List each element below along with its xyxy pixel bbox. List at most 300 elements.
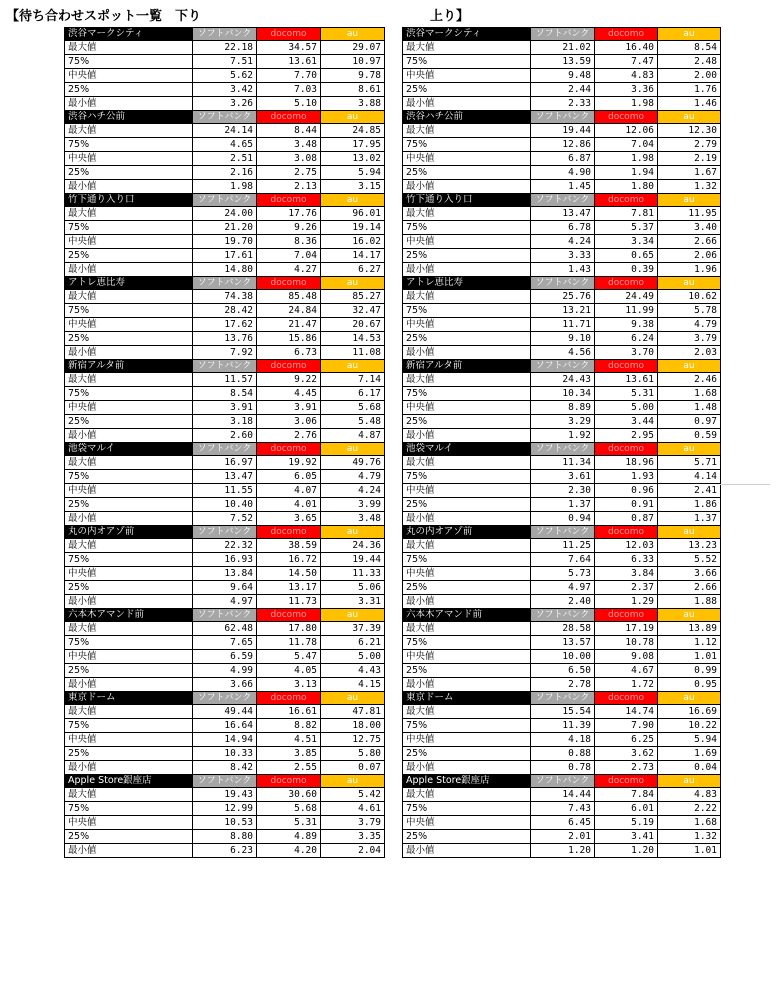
up-table xyxy=(402,27,721,858)
value-cell: 2.78 xyxy=(531,678,595,692)
table-row xyxy=(403,622,721,636)
value-cell: 2.41 xyxy=(658,484,721,498)
value-cell: 11.95 xyxy=(658,207,721,221)
table-row xyxy=(403,124,721,138)
value-cell: 4.99 xyxy=(193,664,257,678)
table-row xyxy=(403,553,721,567)
value-cell: 0.91 xyxy=(595,498,658,512)
table-row xyxy=(65,595,385,609)
row-label: 中央値 xyxy=(403,567,531,581)
value-cell: 2.51 xyxy=(193,152,257,166)
value-cell: 5.48 xyxy=(321,415,385,429)
value-cell: 7.04 xyxy=(595,138,658,152)
value-cell: 4.24 xyxy=(321,484,385,498)
value-cell: 4.20 xyxy=(257,844,321,858)
table-row xyxy=(65,484,385,498)
value-cell: 16.72 xyxy=(257,553,321,567)
value-cell: 8.80 xyxy=(193,830,257,844)
value-cell: 19.43 xyxy=(193,788,257,802)
carrier-header-au: au xyxy=(658,443,721,456)
row-label: 中央値 xyxy=(65,650,193,664)
spot-name: 丸の内オアゾ前 xyxy=(65,526,193,539)
value-cell: 4.45 xyxy=(257,387,321,401)
row-label: 中央値 xyxy=(65,69,193,83)
page-title: 【待ち合わせスポット一覧 下り xyxy=(6,9,202,24)
value-cell: 13.17 xyxy=(257,581,321,595)
value-cell: 12.30 xyxy=(658,124,721,138)
row-label: 最大値 xyxy=(403,539,531,553)
value-cell: 34.57 xyxy=(257,41,321,55)
row-label: 25% xyxy=(65,830,193,844)
value-cell: 7.14 xyxy=(321,373,385,387)
value-cell: 2.33 xyxy=(531,97,595,111)
row-label: 最小値 xyxy=(65,346,193,360)
value-cell: 6.23 xyxy=(193,844,257,858)
table-row xyxy=(403,263,721,277)
value-cell: 4.90 xyxy=(531,166,595,180)
value-cell: 3.18 xyxy=(193,415,257,429)
value-cell: 10.34 xyxy=(531,387,595,401)
value-cell: 47.81 xyxy=(321,705,385,719)
spot-name: 池袋マルイ xyxy=(403,443,531,456)
value-cell: 1.32 xyxy=(658,180,721,194)
table-row xyxy=(403,304,721,318)
carrier-header-au: au xyxy=(321,194,385,207)
value-cell: 5.31 xyxy=(595,387,658,401)
value-cell: 0.78 xyxy=(531,761,595,775)
carrier-header-dc: docomo xyxy=(257,194,321,207)
value-cell: 1.69 xyxy=(658,747,721,761)
value-cell: 24.43 xyxy=(531,373,595,387)
value-cell: 8.54 xyxy=(193,387,257,401)
value-cell: 4.15 xyxy=(321,678,385,692)
spot-name: 池袋マルイ xyxy=(65,443,193,456)
value-cell: 24.00 xyxy=(193,207,257,221)
row-label: 最小値 xyxy=(403,97,531,111)
value-cell: 1.86 xyxy=(658,498,721,512)
value-cell: 2.95 xyxy=(595,429,658,443)
row-label: 中央値 xyxy=(65,733,193,747)
value-cell: 7.70 xyxy=(257,69,321,83)
carrier-header-au: au xyxy=(658,526,721,539)
value-cell: 10.53 xyxy=(193,816,257,830)
carrier-header-sb: ソフトバンク xyxy=(531,775,595,788)
row-label: 最大値 xyxy=(65,290,193,304)
carrier-header-dc: docomo xyxy=(257,526,321,539)
carrier-header-au: au xyxy=(321,692,385,705)
carrier-header-dc: docomo xyxy=(595,111,658,124)
value-cell: 4.05 xyxy=(257,664,321,678)
spot-header-row xyxy=(65,609,385,622)
value-cell: 1.76 xyxy=(658,83,721,97)
spot-name: 竹下通り入り口 xyxy=(65,194,193,207)
row-label: 25% xyxy=(65,747,193,761)
carrier-header-au: au xyxy=(658,277,721,290)
value-cell: 5.31 xyxy=(257,816,321,830)
value-cell: 11.73 xyxy=(257,595,321,609)
table-row xyxy=(65,581,385,595)
value-cell: 3.61 xyxy=(531,470,595,484)
value-cell: 4.67 xyxy=(595,664,658,678)
value-cell: 5.00 xyxy=(595,401,658,415)
value-cell: 19.70 xyxy=(193,235,257,249)
carrier-header-dc: docomo xyxy=(257,28,321,41)
table-row xyxy=(65,124,385,138)
table-row xyxy=(403,415,721,429)
table-row xyxy=(65,553,385,567)
value-cell: 9.10 xyxy=(531,332,595,346)
spot-name: 東京ドーム xyxy=(403,692,531,705)
table-row xyxy=(403,346,721,360)
value-cell: 3.29 xyxy=(531,415,595,429)
table-row xyxy=(403,41,721,55)
value-cell: 4.89 xyxy=(257,830,321,844)
row-label: 最小値 xyxy=(403,429,531,443)
table-row xyxy=(65,332,385,346)
value-cell: 7.51 xyxy=(193,55,257,69)
row-label: 75% xyxy=(403,55,531,69)
table-row xyxy=(65,263,385,277)
carrier-header-sb: ソフトバンク xyxy=(193,526,257,539)
value-cell: 10.33 xyxy=(193,747,257,761)
table-row xyxy=(65,387,385,401)
value-cell: 2.03 xyxy=(658,346,721,360)
value-cell: 9.78 xyxy=(321,69,385,83)
row-label: 中央値 xyxy=(403,235,531,249)
value-cell: 7.64 xyxy=(531,553,595,567)
value-cell: 7.03 xyxy=(257,83,321,97)
value-cell: 3.15 xyxy=(321,180,385,194)
value-cell: 13.57 xyxy=(531,636,595,650)
value-cell: 24.14 xyxy=(193,124,257,138)
value-cell: 22.32 xyxy=(193,539,257,553)
stray-line xyxy=(720,484,770,485)
value-cell: 1.68 xyxy=(658,387,721,401)
carrier-header-sb: ソフトバンク xyxy=(193,277,257,290)
value-cell: 4.65 xyxy=(193,138,257,152)
value-cell: 16.40 xyxy=(595,41,658,55)
row-label: 最大値 xyxy=(403,207,531,221)
table-row xyxy=(65,221,385,235)
row-label: 最小値 xyxy=(65,263,193,277)
row-label: 最大値 xyxy=(403,622,531,636)
table-row xyxy=(65,733,385,747)
table-row xyxy=(65,470,385,484)
table-row xyxy=(65,747,385,761)
carrier-header-sb: ソフトバンク xyxy=(193,443,257,456)
value-cell: 11.99 xyxy=(595,304,658,318)
table-row xyxy=(403,650,721,664)
value-cell: 18.96 xyxy=(595,456,658,470)
row-label: 最大値 xyxy=(65,622,193,636)
row-label: 最小値 xyxy=(65,844,193,858)
table-row xyxy=(65,456,385,470)
value-cell: 7.52 xyxy=(193,512,257,526)
value-cell: 2.19 xyxy=(658,152,721,166)
row-label: 最小値 xyxy=(65,678,193,692)
value-cell: 9.64 xyxy=(193,581,257,595)
value-cell: 10.62 xyxy=(658,290,721,304)
carrier-header-dc: docomo xyxy=(595,692,658,705)
table-row xyxy=(403,180,721,194)
table-row xyxy=(65,539,385,553)
value-cell: 49.44 xyxy=(193,705,257,719)
value-cell: 5.68 xyxy=(257,802,321,816)
row-label: 中央値 xyxy=(403,69,531,83)
table-row xyxy=(65,802,385,816)
table-row xyxy=(65,55,385,69)
carrier-header-dc: docomo xyxy=(595,28,658,41)
value-cell: 16.97 xyxy=(193,456,257,470)
value-cell: 8.42 xyxy=(193,761,257,775)
table-row xyxy=(65,138,385,152)
row-label: 最小値 xyxy=(403,346,531,360)
value-cell: 3.91 xyxy=(257,401,321,415)
value-cell: 3.88 xyxy=(321,97,385,111)
spot-name: 六本木アマンド前 xyxy=(403,609,531,622)
value-cell: 4.83 xyxy=(595,69,658,83)
value-cell: 13.23 xyxy=(658,539,721,553)
value-cell: 1.98 xyxy=(193,180,257,194)
value-cell: 4.27 xyxy=(257,263,321,277)
value-cell: 3.33 xyxy=(531,249,595,263)
spot-header-row xyxy=(65,194,385,207)
value-cell: 2.75 xyxy=(257,166,321,180)
value-cell: 1.80 xyxy=(595,180,658,194)
value-cell: 5.42 xyxy=(321,788,385,802)
row-label: 最小値 xyxy=(403,180,531,194)
value-cell: 3.41 xyxy=(595,830,658,844)
value-cell: 7.43 xyxy=(531,802,595,816)
table-row xyxy=(403,152,721,166)
table-row xyxy=(65,844,385,858)
value-cell: 30.60 xyxy=(257,788,321,802)
row-label: 中央値 xyxy=(403,733,531,747)
carrier-header-dc: docomo xyxy=(257,277,321,290)
carrier-header-dc: docomo xyxy=(595,194,658,207)
row-label: 75% xyxy=(65,719,193,733)
value-cell: 5.73 xyxy=(531,567,595,581)
value-cell: 0.04 xyxy=(658,761,721,775)
table-row xyxy=(65,622,385,636)
value-cell: 6.50 xyxy=(531,664,595,678)
value-cell: 4.61 xyxy=(321,802,385,816)
row-label: 75% xyxy=(65,387,193,401)
table-row xyxy=(403,539,721,553)
carrier-header-sb: ソフトバンク xyxy=(531,360,595,373)
value-cell: 5.71 xyxy=(658,456,721,470)
carrier-header-au: au xyxy=(321,277,385,290)
value-cell: 0.07 xyxy=(321,761,385,775)
table-row xyxy=(403,373,721,387)
carrier-header-sb: ソフトバンク xyxy=(193,775,257,788)
value-cell: 5.47 xyxy=(257,650,321,664)
carrier-header-dc: docomo xyxy=(257,111,321,124)
table-row xyxy=(65,166,385,180)
value-cell: 2.46 xyxy=(658,373,721,387)
table-row xyxy=(403,456,721,470)
value-cell: 25.76 xyxy=(531,290,595,304)
row-label: 75% xyxy=(403,387,531,401)
value-cell: 49.76 xyxy=(321,456,385,470)
carrier-header-au: au xyxy=(658,692,721,705)
value-cell: 11.57 xyxy=(193,373,257,387)
spot-name: 渋谷ハチ公前 xyxy=(403,111,531,124)
value-cell: 1.93 xyxy=(595,470,658,484)
value-cell: 17.19 xyxy=(595,622,658,636)
row-label: 中央値 xyxy=(65,401,193,415)
table-row xyxy=(403,761,721,775)
row-label: 中央値 xyxy=(65,235,193,249)
table-row xyxy=(65,415,385,429)
value-cell: 1.43 xyxy=(531,263,595,277)
value-cell: 0.39 xyxy=(595,263,658,277)
value-cell: 2.16 xyxy=(193,166,257,180)
value-cell: 12.03 xyxy=(595,539,658,553)
row-label: 25% xyxy=(403,415,531,429)
value-cell: 1.72 xyxy=(595,678,658,692)
value-cell: 4.83 xyxy=(658,788,721,802)
row-label: 25% xyxy=(403,83,531,97)
spot-name: 丸の内オアゾ前 xyxy=(403,526,531,539)
value-cell: 16.64 xyxy=(193,719,257,733)
spot-name: 渋谷ハチ公前 xyxy=(65,111,193,124)
value-cell: 3.84 xyxy=(595,567,658,581)
table-row xyxy=(403,816,721,830)
up-section-title: 上り】 xyxy=(430,9,470,24)
table-row xyxy=(65,373,385,387)
value-cell: 5.80 xyxy=(321,747,385,761)
value-cell: 7.04 xyxy=(257,249,321,263)
row-label: 中央値 xyxy=(403,650,531,664)
row-label: 25% xyxy=(403,498,531,512)
carrier-header-sb: ソフトバンク xyxy=(531,443,595,456)
value-cell: 2.30 xyxy=(531,484,595,498)
value-cell: 17.76 xyxy=(257,207,321,221)
spot-name: 新宿アルタ前 xyxy=(403,360,531,373)
table-row xyxy=(65,567,385,581)
row-label: 最小値 xyxy=(65,429,193,443)
value-cell: 13.89 xyxy=(658,622,721,636)
carrier-header-au: au xyxy=(658,111,721,124)
value-cell: 3.06 xyxy=(257,415,321,429)
value-cell: 16.61 xyxy=(257,705,321,719)
carrier-header-au: au xyxy=(321,609,385,622)
value-cell: 11.71 xyxy=(531,318,595,332)
row-label: 25% xyxy=(65,498,193,512)
carrier-header-sb: ソフトバンク xyxy=(193,194,257,207)
table-row xyxy=(403,97,721,111)
row-label: 最大値 xyxy=(403,124,531,138)
row-label: 最小値 xyxy=(403,263,531,277)
value-cell: 5.52 xyxy=(658,553,721,567)
value-cell: 7.84 xyxy=(595,788,658,802)
value-cell: 1.88 xyxy=(658,595,721,609)
row-label: 25% xyxy=(65,332,193,346)
row-label: 最大値 xyxy=(403,788,531,802)
row-label: 中央値 xyxy=(65,318,193,332)
value-cell: 6.59 xyxy=(193,650,257,664)
value-cell: 2.04 xyxy=(321,844,385,858)
value-cell: 11.08 xyxy=(321,346,385,360)
value-cell: 3.26 xyxy=(193,97,257,111)
value-cell: 2.13 xyxy=(257,180,321,194)
value-cell: 0.59 xyxy=(658,429,721,443)
value-cell: 4.01 xyxy=(257,498,321,512)
value-cell: 6.24 xyxy=(595,332,658,346)
row-label: 75% xyxy=(403,636,531,650)
value-cell: 6.78 xyxy=(531,221,595,235)
table-row xyxy=(403,387,721,401)
value-cell: 15.86 xyxy=(257,332,321,346)
carrier-header-sb: ソフトバンク xyxy=(193,692,257,705)
value-cell: 10.97 xyxy=(321,55,385,69)
row-label: 最大値 xyxy=(65,207,193,221)
carrier-header-sb: ソフトバンク xyxy=(193,111,257,124)
value-cell: 3.66 xyxy=(193,678,257,692)
value-cell: 5.19 xyxy=(595,816,658,830)
table-row xyxy=(403,166,721,180)
carrier-header-sb: ソフトバンク xyxy=(531,526,595,539)
value-cell: 17.61 xyxy=(193,249,257,263)
value-cell: 14.17 xyxy=(321,249,385,263)
value-cell: 2.66 xyxy=(658,581,721,595)
table-row xyxy=(65,664,385,678)
row-label: 中央値 xyxy=(403,318,531,332)
value-cell: 11.78 xyxy=(257,636,321,650)
value-cell: 4.14 xyxy=(658,470,721,484)
value-cell: 14.80 xyxy=(193,263,257,277)
value-cell: 4.56 xyxy=(531,346,595,360)
row-label: 最小値 xyxy=(65,761,193,775)
table-row xyxy=(403,318,721,332)
row-label: 25% xyxy=(65,166,193,180)
value-cell: 0.94 xyxy=(531,512,595,526)
row-label: 最小値 xyxy=(403,595,531,609)
value-cell: 5.68 xyxy=(321,401,385,415)
value-cell: 14.50 xyxy=(257,567,321,581)
row-label: 最小値 xyxy=(65,595,193,609)
spot-header-row xyxy=(403,609,721,622)
value-cell: 5.00 xyxy=(321,650,385,664)
value-cell: 29.07 xyxy=(321,41,385,55)
row-label: 75% xyxy=(65,304,193,318)
value-cell: 1.45 xyxy=(531,180,595,194)
spot-header-row xyxy=(65,526,385,539)
value-cell: 0.95 xyxy=(658,678,721,692)
carrier-header-sb: ソフトバンク xyxy=(531,194,595,207)
value-cell: 13.21 xyxy=(531,304,595,318)
value-cell: 96.01 xyxy=(321,207,385,221)
value-cell: 4.87 xyxy=(321,429,385,443)
value-cell: 21.02 xyxy=(531,41,595,55)
table-row xyxy=(65,249,385,263)
row-label: 75% xyxy=(65,221,193,235)
table-row xyxy=(403,429,721,443)
table-row xyxy=(65,97,385,111)
value-cell: 4.79 xyxy=(658,318,721,332)
value-cell: 20.67 xyxy=(321,318,385,332)
value-cell: 14.94 xyxy=(193,733,257,747)
carrier-header-sb: ソフトバンク xyxy=(531,609,595,622)
value-cell: 19.44 xyxy=(531,124,595,138)
carrier-header-au: au xyxy=(658,609,721,622)
value-cell: 4.79 xyxy=(321,470,385,484)
value-cell: 6.87 xyxy=(531,152,595,166)
value-cell: 3.65 xyxy=(257,512,321,526)
value-cell: 3.99 xyxy=(321,498,385,512)
value-cell: 1.12 xyxy=(658,636,721,650)
